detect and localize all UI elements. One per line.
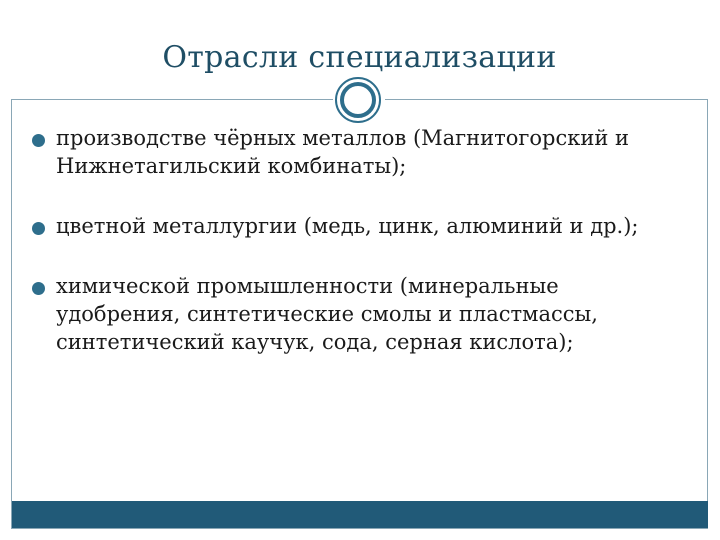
bullet-item [32,272,682,356]
circle-bullet-icon [32,222,45,235]
footer-bar [12,501,708,528]
circle-bullet-icon [32,134,45,147]
bullet-list [32,124,682,356]
title-divider-right [385,99,708,100]
title-divider-left [11,99,333,100]
circle-bullet-icon [32,282,45,295]
bullet-text: цветной металлургии (медь, цинк, алюминий и др.); [56,214,639,238]
bullet-text: производстве чёрных металлов (Магнитогорский и Нижнетагильский комбинаты); [56,126,630,178]
slide-title: Отрасли специализации [162,40,557,75]
ring-icon [335,77,381,123]
bullet-item [32,124,682,180]
bullet-item [32,212,682,240]
bullet-text: химической промышленности (минеральные удобрения, синтетические смолы и пластмассы, синтетический каучук, сода, серная кислота); [56,274,598,354]
